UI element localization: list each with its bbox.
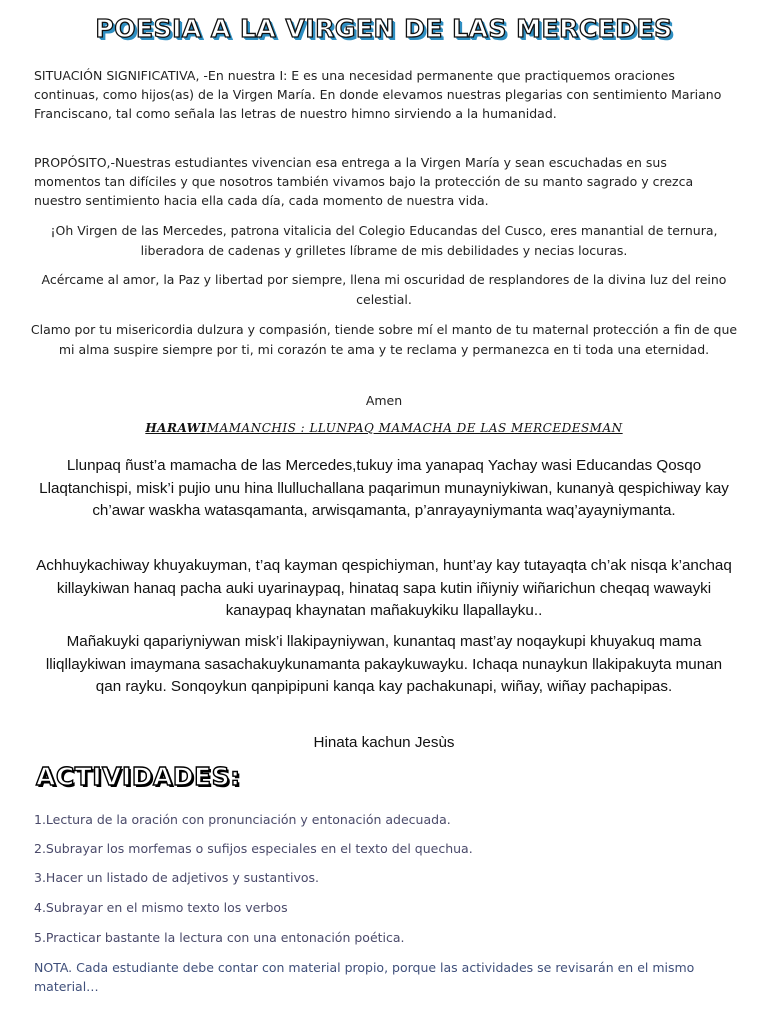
poem-paragraph-3: Clamo por tu misericordia dulzura y compasión, tiende sobre mí el manto de tu maternal protección a fin de que mi alma suspire siempre por ti, mi corazón te ama y te reclama y permanezca en ti toda una eternidad. (30, 322, 738, 357)
quechua-closing: Hinata kachun Jesùs (313, 734, 455, 751)
activity-item: 4.Subrayar en el mismo texto los verbos (34, 900, 288, 915)
actividades-heading: ACTIVIDADES: (36, 762, 241, 791)
activity-item: 3.Hacer un listado de adjetivos y sustantivos. (34, 870, 320, 885)
quechua-heading-bold: HARAWI (145, 421, 207, 435)
activity-item: 5.Practicar bastante la lectura con una entonación poética. (34, 930, 405, 945)
quechua-paragraph-2: Achhuykachiway khuyakuyman, t’aq kayman qespichiyman, hunt’ay kay tutayaqta ch’ak nisqa k’anchaq killaykiwan hanaq pacha auki uyarinaypaq, hinataq sapa kutin iñiyniy wiñarichun cheqaq wawayki kanaypaq khaynatan mañakuykiku llapallayku.. (36, 557, 732, 619)
nota-paragraph: NOTA. Cada estudiante debe contar con material propio, porque las actividades se revisarán en el mismo material… (34, 960, 695, 994)
quechua-heading (0, 421, 768, 435)
quechua-paragraph-3: Mañakuyki qapariyniywan misk’i llakipayniywan, kunantaq mast’ay noqaykupi khuyakuq mama lliqllaykiwan imaymana sasachakuykunamanta pakaykuwayku. Ichaqa nunaykun llakipakuyta munan qan rayku. Sonqoykun qanpipipuni kanqa kay pachakunapi, wiñay, wiñay pachapipas. (45, 633, 723, 695)
page-title: POESIA A LA VIRGEN DE LAS MERCEDES (95, 14, 673, 43)
quechua-heading-rest: MAMANCHIS : LLUNPAQ MAMACHA DE LAS MERCEDESMAN (206, 421, 623, 435)
poem-paragraph-2: Acércame al amor, la Paz y libertad por siempre, llena mi oscuridad de resplandores de la divina luz del reino celestial. (41, 272, 727, 307)
activity-item: 2.Subrayar los morfemas o sufijos especiales en el texto del quechua. (34, 841, 473, 856)
poem-paragraph-1: ¡Oh Virgen de las Mercedes, patrona vitalicia del Colegio Educandas del Cusco, eres manantial de ternura, liberadora de cadenas y grilletes líbrame de mis debilidades y necias locuras. (50, 223, 718, 258)
proposito-paragraph: PROPÓSITO,-Nuestras estudiantes vivencian esa entrega a la Virgen María y sean escuchadas en sus momentos tan difíciles y que nosotros también vivamos bajo la protección de su manto sagrado y crezca nuestro sentimiento hacia ella cada día, cada momento de nuestra vida. (34, 155, 694, 208)
quechua-paragraph-1: Llunpaq ñust’a mamacha de las Mercedes,tukuy ima yanapaq Yachay wasi Educandas Qosqo Llaqtanchispi, misk’i pujio unu hina llulluchallana paqarimun munayniykiwan, kunanyà qespichiway kay ch’awar waskha watasqamanta, arwisqamanta, p’anrayayniymanta waq’ayayniymanta. (39, 457, 729, 519)
activity-item: 1.Lectura de la oración con pronunciación y entonación adecuada. (34, 812, 451, 827)
situacion-paragraph: SITUACIÓN SIGNIFICATIVA, -En nuestra I: E es una necesidad permanente que practiquemos oraciones continuas, como hijos(as) de la Virgen María. En donde elevamos nuestras plegarias con sentimiento Mariano Franciscano, tal como señala las letras de nuestro himno sirviendo a la humanidad. (34, 68, 722, 121)
amen-line: Amen (365, 393, 403, 408)
